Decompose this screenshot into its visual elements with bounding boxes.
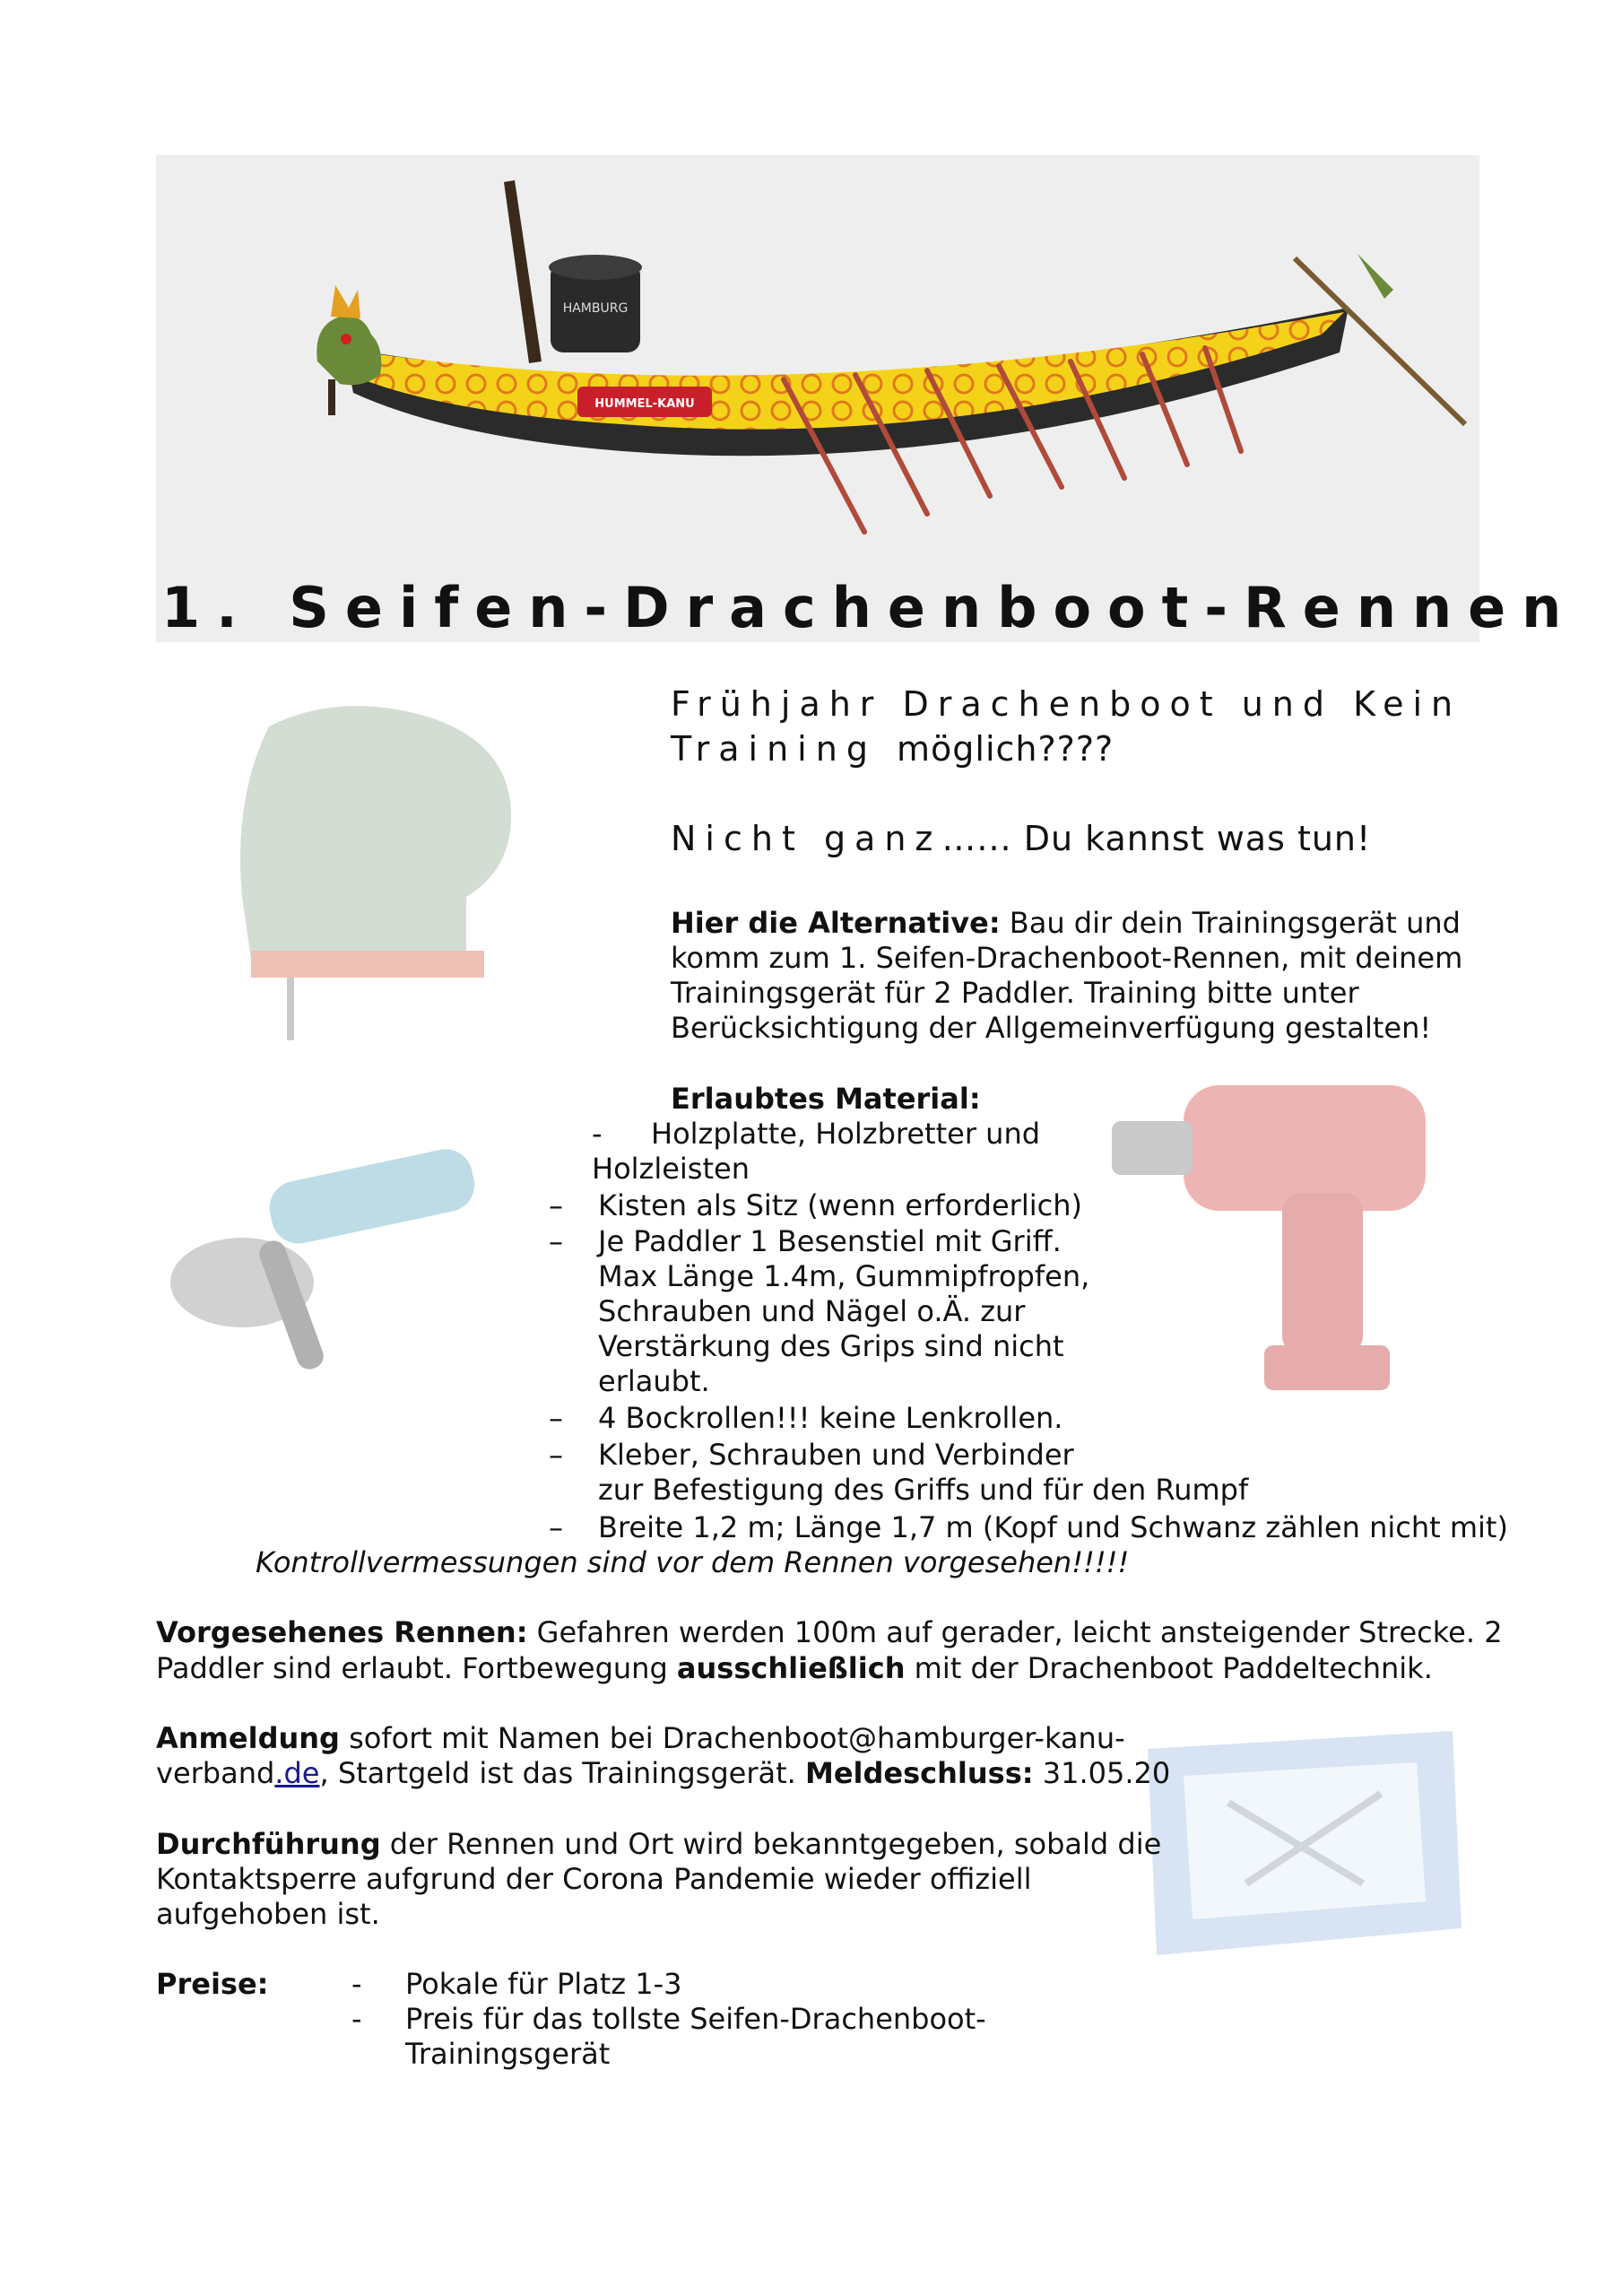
- material-item-1-text: Holzplatte, Holzbretter und: [651, 1117, 1041, 1151]
- prize-item-1-text: Pokale für Platz 1-3: [405, 1967, 682, 2001]
- svg-text:HAMBURG: HAMBURG: [562, 301, 629, 316]
- alternative-line-1: [671, 905, 1461, 941]
- signup-line-1: [156, 1720, 1125, 1756]
- alternative-line-3: Trainingsgerät für 2 Paddler. Training bitte unter: [671, 976, 1359, 1010]
- material-dash: –: [549, 1510, 563, 1544]
- material-dash: –: [549, 1188, 563, 1222]
- material-dash: –: [549, 1224, 563, 1258]
- material-item-2-text: Kisten als Sitz (wenn erforderlich): [598, 1188, 1082, 1222]
- material-item-6: [549, 1509, 1508, 1545]
- jigsaw-icon: [215, 691, 556, 1049]
- page-title: 1. Seifen-Drachenboot-Rennen: [161, 575, 1578, 640]
- signup-email-end: verband: [156, 1756, 275, 1790]
- material-item-3-line-5: erlaubt.: [598, 1364, 710, 1398]
- material-dash: –: [549, 1438, 563, 1472]
- material-dash: -: [592, 1117, 603, 1151]
- prizes-label: Preise:: [156, 1967, 269, 2001]
- prize-item-2-text: Preis für das tollste Seifen-Drachenboot-: [405, 2002, 986, 2036]
- prize-item-1: [351, 1966, 682, 2002]
- material-item-3-line-2: Max Länge 1.4m, Gummipfropfen,: [598, 1259, 1090, 1293]
- intro-line-3-spaced: Nicht ganz: [671, 819, 942, 858]
- alternative-line-4: Berücksichtigung der Allgemeinverfügung gestalten!: [671, 1011, 1432, 1045]
- material-heading: Erlaubtes Material:: [671, 1082, 981, 1116]
- material-item-3-line-4: Verstärkung des Grips sind nicht: [598, 1329, 1064, 1363]
- conduct-text: der Rennen und Ort wird bekanntgegeben, sobald die: [380, 1827, 1162, 1861]
- toolbox-icon: [1130, 1722, 1470, 1973]
- material-item-4-text: 4 Bockrollen!!! keine Lenkrollen.: [598, 1401, 1063, 1435]
- material-item-5-text: Kleber, Schrauben und Verbinder: [598, 1438, 1074, 1472]
- signup-label: Anmeldung: [156, 1721, 340, 1755]
- material-item-3: [549, 1223, 1062, 1259]
- angle-grinder-icon: [161, 1121, 502, 1390]
- race-text-b: mit der Drachenboot Paddeltechnik.: [905, 1651, 1433, 1685]
- intro-line-3-rest: …... Du kannst was tun!: [941, 819, 1372, 858]
- intro-line-2-spaced: Training: [671, 729, 898, 769]
- cordless-drill-icon: [1103, 1067, 1444, 1408]
- alternative-label: Hier die Alternative:: [671, 906, 1001, 940]
- signup-text: sofort mit Namen bei Drachenboot@hamburger-kanu-: [339, 1721, 1125, 1755]
- dragon-tail-icon: [1357, 254, 1393, 299]
- material-item-2: [549, 1187, 1082, 1223]
- dragon-head-icon: [317, 316, 381, 385]
- deadline-value: 31.05.20: [1033, 1756, 1171, 1790]
- intro-line-3: [671, 816, 1371, 861]
- prize-dash: -: [351, 1967, 362, 2001]
- intro-line-1: Frühjahr Drachenboot und Kein: [671, 684, 1462, 724]
- svg-text:HUMMEL-KANU: HUMMEL-KANU: [594, 397, 695, 411]
- alternative-line-2: komm zum 1. Seifen-Drachenboot-Rennen, mit deinem: [671, 941, 1463, 975]
- material-item-6-text: Breite 1,2 m; Länge 1,7 m (Kopf und Schwanz zählen nicht mit): [598, 1510, 1508, 1544]
- prize-dash: -: [351, 2002, 362, 2036]
- steering-pole: [504, 180, 542, 363]
- prize-item-2-line-2: Trainingsgerät: [405, 2037, 611, 2071]
- alternative-text: Bau dir dein Trainingsgerät und: [1000, 906, 1461, 940]
- race-line-2: [156, 1650, 1433, 1686]
- conduct-line-2: Kontaktsperre aufgrund der Corona Pandemie wieder offiziell: [156, 1862, 1032, 1896]
- race-text-a: Paddler sind erlaubt. Fortbewegung: [156, 1651, 677, 1685]
- intro-line-2: [671, 726, 1114, 771]
- race-line-1: [156, 1614, 1503, 1650]
- signup-fee-text: , Startgeld ist das Trainingsgerät.: [319, 1756, 805, 1790]
- dragon-boat-illustration: [156, 155, 1479, 642]
- material-dash: –: [549, 1401, 563, 1435]
- material-item-5: [549, 1437, 1074, 1473]
- control-note: Kontrollvermessungen sind vor dem Rennen vorgesehen!!!!!: [256, 1545, 1130, 1579]
- material-item-3-text: Je Paddler 1 Besenstiel mit Griff.: [598, 1224, 1062, 1258]
- conduct-line-1: [156, 1826, 1161, 1862]
- conduct-label: Durchführung: [156, 1827, 381, 1861]
- race-text: Gefahren werden 100m auf gerader, leicht ansteigender Strecke. 2: [527, 1615, 1503, 1649]
- prize-item-2: [351, 2001, 986, 2037]
- email-link[interactable]: .de: [274, 1756, 320, 1790]
- dragon-boat-banner: [156, 155, 1479, 642]
- signup-line-2: [156, 1755, 1170, 1791]
- material-item-5-line-2: zur Befestigung des Griffs und für den Rumpf: [598, 1473, 1249, 1507]
- deadline-label: Meldeschluss:: [805, 1756, 1034, 1790]
- material-item-1-cont: Holzleisten: [592, 1152, 750, 1186]
- material-item-3-line-3: Schrauben und Nägel o.Ä. zur: [598, 1294, 1026, 1328]
- material-item-1: [592, 1116, 1040, 1152]
- race-emphasis: ausschließlich: [676, 1651, 906, 1685]
- race-label: Vorgesehenes Rennen:: [156, 1615, 528, 1649]
- material-item-4: [549, 1400, 1063, 1436]
- boat-scales: [353, 312, 1344, 430]
- intro-line-2-rest: möglich????: [897, 729, 1115, 769]
- conduct-line-3: aufgehoben ist.: [156, 1897, 380, 1931]
